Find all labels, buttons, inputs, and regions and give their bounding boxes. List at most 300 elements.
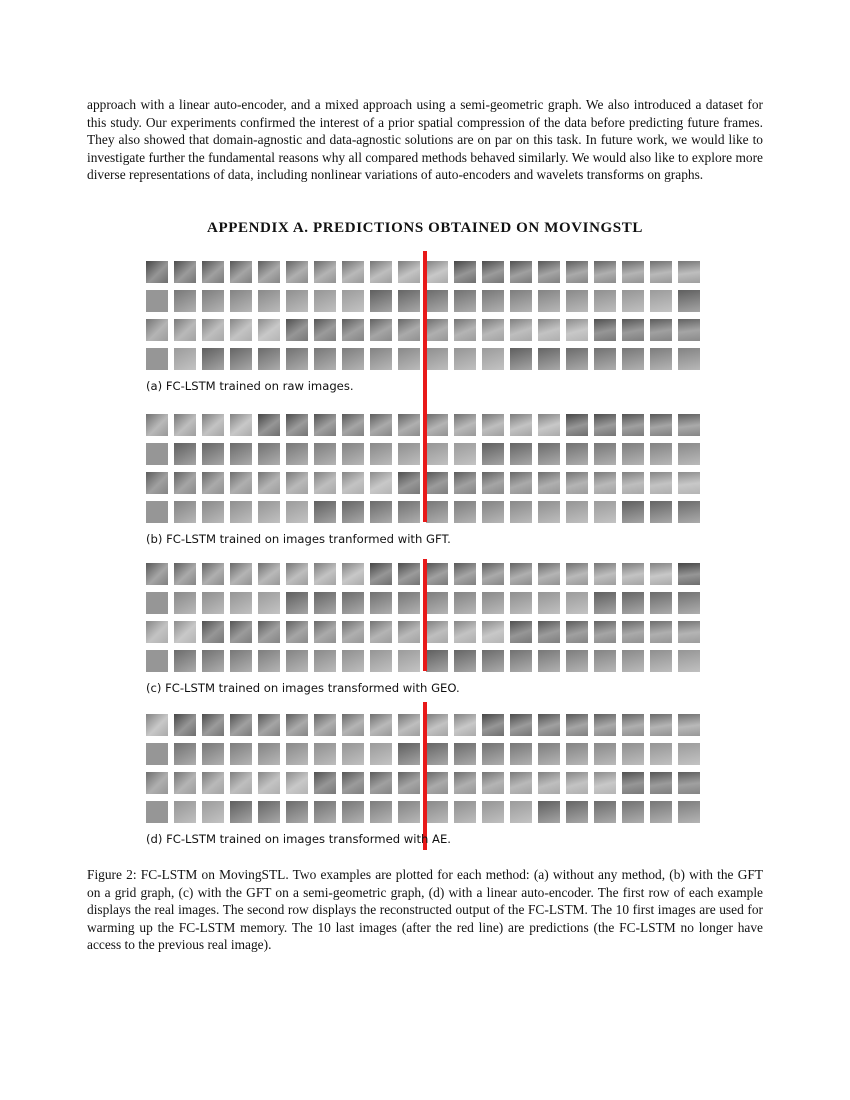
prediction-separator-line	[423, 702, 427, 850]
frame-thumbnail	[146, 714, 168, 736]
frame-thumbnail	[202, 592, 224, 614]
frame-thumbnail	[426, 319, 448, 341]
frame-thumbnail	[678, 472, 700, 494]
frame-thumbnail	[622, 348, 644, 370]
frame-thumbnail	[510, 743, 532, 765]
frame-thumbnail	[482, 472, 504, 494]
frame-thumbnail	[650, 261, 672, 283]
frame-thumbnail	[370, 801, 392, 823]
frame-thumbnail	[426, 501, 448, 523]
frame-thumbnail	[594, 348, 616, 370]
frame-thumbnail	[510, 414, 532, 436]
frame-thumbnail	[678, 261, 700, 283]
frame-thumbnail	[538, 650, 560, 672]
frame-thumbnail	[342, 290, 364, 312]
frame-thumbnail	[454, 319, 476, 341]
frame-thumbnail	[230, 290, 252, 312]
frame-thumbnail	[594, 592, 616, 614]
frame-thumbnail	[454, 563, 476, 585]
frame-thumbnail	[538, 743, 560, 765]
frame-thumbnail	[566, 563, 588, 585]
frame-thumbnail	[314, 592, 336, 614]
frame-thumbnail	[146, 743, 168, 765]
frame-thumbnail	[146, 801, 168, 823]
figure-panel-a	[146, 261, 706, 393]
frame-thumbnail	[538, 290, 560, 312]
frame-thumbnail	[426, 801, 448, 823]
frame-thumbnail	[314, 650, 336, 672]
frame-thumbnail	[230, 319, 252, 341]
frame-thumbnail	[342, 621, 364, 643]
frame-thumbnail	[370, 319, 392, 341]
frame-thumbnail	[538, 501, 560, 523]
frame-thumbnail	[370, 501, 392, 523]
frame-thumbnail	[202, 261, 224, 283]
frame-thumbnail	[622, 563, 644, 585]
frame-thumbnail	[510, 801, 532, 823]
frame-thumbnail	[678, 621, 700, 643]
frame-thumbnail	[286, 443, 308, 465]
frame-thumbnail	[426, 290, 448, 312]
frame-thumbnail	[594, 319, 616, 341]
frame-thumbnail	[678, 743, 700, 765]
frame-thumbnail	[202, 348, 224, 370]
frame-thumbnail	[482, 443, 504, 465]
frame-thumbnail	[286, 290, 308, 312]
prediction-separator-line	[423, 410, 427, 522]
frame-thumbnail	[258, 650, 280, 672]
frame-thumbnail	[594, 261, 616, 283]
frame-thumbnail	[622, 772, 644, 794]
frame-thumbnail	[314, 414, 336, 436]
frame-thumbnail	[370, 743, 392, 765]
frame-thumbnail	[230, 592, 252, 614]
frame-thumbnail	[314, 501, 336, 523]
frame-thumbnail	[650, 414, 672, 436]
frame-thumbnail	[286, 472, 308, 494]
frame-thumbnail	[202, 472, 224, 494]
frame-thumbnail	[426, 261, 448, 283]
frame-thumbnail	[678, 801, 700, 823]
frame-thumbnail	[678, 563, 700, 585]
frame-thumbnail	[622, 621, 644, 643]
frame-thumbnail	[482, 592, 504, 614]
frame-thumbnail	[314, 348, 336, 370]
frame-thumbnail	[146, 348, 168, 370]
frame-thumbnail	[594, 621, 616, 643]
frame-thumbnail	[258, 261, 280, 283]
frame-thumbnail	[202, 501, 224, 523]
frame-thumbnail	[426, 563, 448, 585]
frame-thumbnail	[230, 801, 252, 823]
frame-thumbnail	[398, 772, 420, 794]
frame-thumbnail	[146, 650, 168, 672]
frame-thumbnail	[594, 563, 616, 585]
frame-thumbnail	[314, 319, 336, 341]
subcaption-a: (a) FC-LSTM trained on raw images.	[146, 379, 354, 393]
figure-panel-c	[146, 563, 706, 695]
frame-thumbnail	[398, 650, 420, 672]
frame-thumbnail	[370, 261, 392, 283]
frame-thumbnail	[510, 472, 532, 494]
frame-thumbnail	[482, 501, 504, 523]
frame-thumbnail	[510, 501, 532, 523]
frame-thumbnail	[230, 348, 252, 370]
frame-thumbnail	[482, 801, 504, 823]
frame-thumbnail	[566, 290, 588, 312]
frame-thumbnail	[342, 443, 364, 465]
frame-thumbnail	[426, 772, 448, 794]
frame-thumbnail	[678, 592, 700, 614]
frame-thumbnail	[146, 414, 168, 436]
frame-thumbnail	[286, 743, 308, 765]
figure-panel-d	[146, 714, 706, 846]
frame-thumbnail	[342, 472, 364, 494]
frame-thumbnail	[286, 414, 308, 436]
frame-thumbnail	[174, 319, 196, 341]
frame-thumbnail	[454, 650, 476, 672]
frame-thumbnail	[454, 621, 476, 643]
frame-thumbnail	[370, 290, 392, 312]
frame-thumbnail	[314, 621, 336, 643]
frame-thumbnail	[426, 472, 448, 494]
frame-thumbnail	[510, 772, 532, 794]
frame-thumbnail	[174, 621, 196, 643]
frame-thumbnail	[230, 621, 252, 643]
frame-thumbnail	[286, 563, 308, 585]
frame-thumbnail	[342, 592, 364, 614]
frame-thumbnail	[174, 650, 196, 672]
frame-thumbnail	[230, 650, 252, 672]
frame-thumbnail	[202, 443, 224, 465]
frame-thumbnail	[650, 714, 672, 736]
frame-thumbnail	[426, 443, 448, 465]
frame-thumbnail	[258, 501, 280, 523]
frame-thumbnail	[398, 261, 420, 283]
frame-thumbnail	[202, 772, 224, 794]
frame-thumbnail	[202, 650, 224, 672]
frame-thumbnail	[622, 592, 644, 614]
frame-thumbnail	[426, 743, 448, 765]
frame-thumbnail	[678, 772, 700, 794]
frame-thumbnail	[314, 772, 336, 794]
frame-thumbnail	[342, 348, 364, 370]
frame-thumbnail	[566, 801, 588, 823]
frame-thumbnail	[398, 621, 420, 643]
frame-thumbnail	[174, 472, 196, 494]
frame-thumbnail	[566, 650, 588, 672]
subcaption-b: (b) FC-LSTM trained on images tranformed with GFT.	[146, 532, 451, 546]
frame-thumbnail	[566, 261, 588, 283]
frame-thumbnail	[678, 348, 700, 370]
frame-thumbnail	[678, 650, 700, 672]
frame-thumbnail	[538, 472, 560, 494]
frame-thumbnail	[286, 261, 308, 283]
image-grid-a	[146, 261, 702, 373]
frame-thumbnail	[566, 348, 588, 370]
frame-thumbnail	[314, 261, 336, 283]
frame-thumbnail	[258, 772, 280, 794]
frame-thumbnail	[622, 743, 644, 765]
frame-thumbnail	[314, 714, 336, 736]
frame-thumbnail	[286, 621, 308, 643]
frame-thumbnail	[286, 801, 308, 823]
frame-thumbnail	[566, 592, 588, 614]
frame-thumbnail	[286, 650, 308, 672]
frame-thumbnail	[342, 772, 364, 794]
frame-thumbnail	[482, 714, 504, 736]
frame-thumbnail	[454, 801, 476, 823]
frame-thumbnail	[398, 592, 420, 614]
frame-thumbnail	[370, 714, 392, 736]
frame-thumbnail	[622, 261, 644, 283]
frame-thumbnail	[650, 319, 672, 341]
frame-thumbnail	[510, 319, 532, 341]
frame-thumbnail	[398, 714, 420, 736]
frame-thumbnail	[258, 714, 280, 736]
frame-thumbnail	[398, 319, 420, 341]
frame-thumbnail	[454, 261, 476, 283]
subcaption-d: (d) FC-LSTM trained on images transformed with AE.	[146, 832, 451, 846]
frame-thumbnail	[650, 801, 672, 823]
frame-thumbnail	[426, 414, 448, 436]
frame-thumbnail	[202, 801, 224, 823]
frame-thumbnail	[510, 443, 532, 465]
frame-thumbnail	[258, 563, 280, 585]
frame-thumbnail	[538, 261, 560, 283]
frame-thumbnail	[510, 714, 532, 736]
frame-thumbnail	[314, 443, 336, 465]
frame-thumbnail	[510, 348, 532, 370]
frame-thumbnail	[370, 772, 392, 794]
frame-thumbnail	[230, 563, 252, 585]
frame-thumbnail	[566, 414, 588, 436]
figure-panel-b	[146, 414, 706, 546]
frame-thumbnail	[146, 772, 168, 794]
frame-thumbnail	[370, 563, 392, 585]
frame-thumbnail	[594, 501, 616, 523]
frame-thumbnail	[510, 592, 532, 614]
frame-thumbnail	[678, 319, 700, 341]
frame-thumbnail	[482, 261, 504, 283]
frame-thumbnail	[454, 743, 476, 765]
frame-thumbnail	[594, 650, 616, 672]
frame-thumbnail	[286, 319, 308, 341]
frame-thumbnail	[230, 443, 252, 465]
frame-thumbnail	[342, 414, 364, 436]
frame-thumbnail	[398, 414, 420, 436]
frame-thumbnail	[650, 621, 672, 643]
frame-thumbnail	[454, 772, 476, 794]
frame-thumbnail	[398, 290, 420, 312]
frame-thumbnail	[202, 714, 224, 736]
image-grid-c	[146, 563, 702, 675]
frame-thumbnail	[174, 714, 196, 736]
frame-thumbnail	[342, 714, 364, 736]
frame-thumbnail	[202, 743, 224, 765]
frame-thumbnail	[566, 772, 588, 794]
frame-thumbnail	[370, 443, 392, 465]
frame-thumbnail	[566, 443, 588, 465]
frame-thumbnail	[230, 501, 252, 523]
frame-thumbnail	[146, 472, 168, 494]
frame-thumbnail	[174, 563, 196, 585]
frame-thumbnail	[342, 743, 364, 765]
frame-thumbnail	[454, 472, 476, 494]
frame-thumbnail	[482, 290, 504, 312]
frame-thumbnail	[510, 261, 532, 283]
frame-thumbnail	[482, 348, 504, 370]
frame-thumbnail	[314, 743, 336, 765]
frame-thumbnail	[174, 772, 196, 794]
frame-thumbnail	[258, 443, 280, 465]
frame-thumbnail	[174, 443, 196, 465]
appendix-heading: APPENDIX A. PREDICTIONS OBTAINED ON MOVINGSTL	[207, 220, 643, 236]
frame-thumbnail	[314, 290, 336, 312]
frame-thumbnail	[174, 592, 196, 614]
frame-thumbnail	[370, 472, 392, 494]
frame-thumbnail	[174, 290, 196, 312]
frame-thumbnail	[342, 563, 364, 585]
frame-thumbnail	[566, 501, 588, 523]
frame-thumbnail	[174, 501, 196, 523]
frame-thumbnail	[678, 501, 700, 523]
frame-thumbnail	[510, 621, 532, 643]
frame-thumbnail	[286, 348, 308, 370]
frame-thumbnail	[594, 772, 616, 794]
frame-thumbnail	[146, 592, 168, 614]
frame-thumbnail	[538, 714, 560, 736]
frame-thumbnail	[650, 563, 672, 585]
frame-thumbnail	[258, 290, 280, 312]
frame-thumbnail	[314, 472, 336, 494]
frame-thumbnail	[650, 650, 672, 672]
frame-thumbnail	[202, 290, 224, 312]
frame-thumbnail	[538, 443, 560, 465]
image-grid-b	[146, 414, 702, 526]
frame-thumbnail	[594, 414, 616, 436]
frame-thumbnail	[286, 714, 308, 736]
frame-thumbnail	[538, 621, 560, 643]
frame-thumbnail	[398, 501, 420, 523]
frame-thumbnail	[342, 801, 364, 823]
frame-thumbnail	[258, 592, 280, 614]
frame-thumbnail	[650, 443, 672, 465]
frame-thumbnail	[398, 801, 420, 823]
frame-thumbnail	[482, 563, 504, 585]
frame-thumbnail	[202, 319, 224, 341]
frame-thumbnail	[622, 319, 644, 341]
frame-thumbnail	[342, 319, 364, 341]
frame-thumbnail	[398, 563, 420, 585]
frame-thumbnail	[566, 472, 588, 494]
frame-thumbnail	[650, 472, 672, 494]
frame-thumbnail	[426, 348, 448, 370]
frame-thumbnail	[650, 348, 672, 370]
frame-thumbnail	[622, 414, 644, 436]
frame-thumbnail	[146, 621, 168, 643]
frame-thumbnail	[594, 801, 616, 823]
frame-thumbnail	[482, 743, 504, 765]
frame-thumbnail	[342, 501, 364, 523]
frame-thumbnail	[678, 414, 700, 436]
frame-thumbnail	[482, 621, 504, 643]
frame-thumbnail	[286, 592, 308, 614]
image-grid-d	[146, 714, 702, 826]
frame-thumbnail	[650, 743, 672, 765]
frame-thumbnail	[538, 319, 560, 341]
frame-thumbnail	[202, 621, 224, 643]
frame-thumbnail	[258, 348, 280, 370]
frame-thumbnail	[230, 772, 252, 794]
frame-thumbnail	[370, 592, 392, 614]
frame-thumbnail	[594, 443, 616, 465]
frame-thumbnail	[258, 801, 280, 823]
frame-thumbnail	[510, 563, 532, 585]
frame-thumbnail	[622, 650, 644, 672]
frame-thumbnail	[398, 348, 420, 370]
frame-thumbnail	[594, 743, 616, 765]
frame-thumbnail	[230, 261, 252, 283]
frame-thumbnail	[314, 801, 336, 823]
frame-thumbnail	[230, 472, 252, 494]
frame-thumbnail	[454, 290, 476, 312]
frame-thumbnail	[146, 319, 168, 341]
frame-thumbnail	[258, 743, 280, 765]
frame-thumbnail	[622, 472, 644, 494]
frame-thumbnail	[566, 743, 588, 765]
frame-thumbnail	[566, 621, 588, 643]
frame-thumbnail	[482, 319, 504, 341]
frame-thumbnail	[538, 772, 560, 794]
frame-thumbnail	[510, 650, 532, 672]
frame-thumbnail	[258, 621, 280, 643]
frame-thumbnail	[398, 443, 420, 465]
frame-thumbnail	[146, 443, 168, 465]
figure-caption: Figure 2: FC-LSTM on MovingSTL. Two examples are plotted for each method: (a) without any method, (b) with the GFT on a grid graph, (c) with the GFT on a semi-geometric graph, (d) with a linear auto-encoder. The first row of each example displays the real images. The second row displays the reconstructed output of the FC-LSTM. The 10 first images are used for warming up the FC-LSTM memory. The 10 last images (after the red line) are predictions (the FC-LSTM no longer have access to the previous real image).	[87, 867, 763, 953]
frame-thumbnail	[454, 348, 476, 370]
frame-thumbnail	[622, 501, 644, 523]
frame-thumbnail	[286, 772, 308, 794]
frame-thumbnail	[230, 714, 252, 736]
frame-thumbnail	[650, 772, 672, 794]
frame-thumbnail	[594, 290, 616, 312]
frame-thumbnail	[370, 348, 392, 370]
frame-thumbnail	[678, 443, 700, 465]
frame-thumbnail	[286, 501, 308, 523]
frame-thumbnail	[622, 714, 644, 736]
frame-thumbnail	[258, 472, 280, 494]
frame-thumbnail	[594, 714, 616, 736]
frame-thumbnail	[482, 772, 504, 794]
frame-thumbnail	[426, 714, 448, 736]
prediction-separator-line	[423, 559, 427, 671]
frame-thumbnail	[650, 290, 672, 312]
frame-thumbnail	[398, 743, 420, 765]
frame-thumbnail	[566, 319, 588, 341]
frame-thumbnail	[398, 472, 420, 494]
frame-thumbnail	[174, 743, 196, 765]
frame-thumbnail	[174, 801, 196, 823]
frame-thumbnail	[258, 414, 280, 436]
frame-thumbnail	[370, 414, 392, 436]
frame-thumbnail	[650, 501, 672, 523]
frame-thumbnail	[370, 650, 392, 672]
frame-thumbnail	[454, 501, 476, 523]
frame-thumbnail	[426, 592, 448, 614]
frame-thumbnail	[678, 714, 700, 736]
intro-paragraph: approach with a linear auto-encoder, and a mixed approach using a semi-geometric graph. We also introduced a dataset for this study. Our experiments confirmed the interest of a prior spatial compression of the data before predicting future frames. They also showed that domain-agnostic and data-agnostic solutions are on par on this task. In future work, we would like to investigate further the fundamental reasons why all compared methods behaved similarly. We would also like to explore more diverse representations of data, including nonlinear variations of auto-encoders and wavelets transforms on graphs.	[87, 97, 763, 183]
